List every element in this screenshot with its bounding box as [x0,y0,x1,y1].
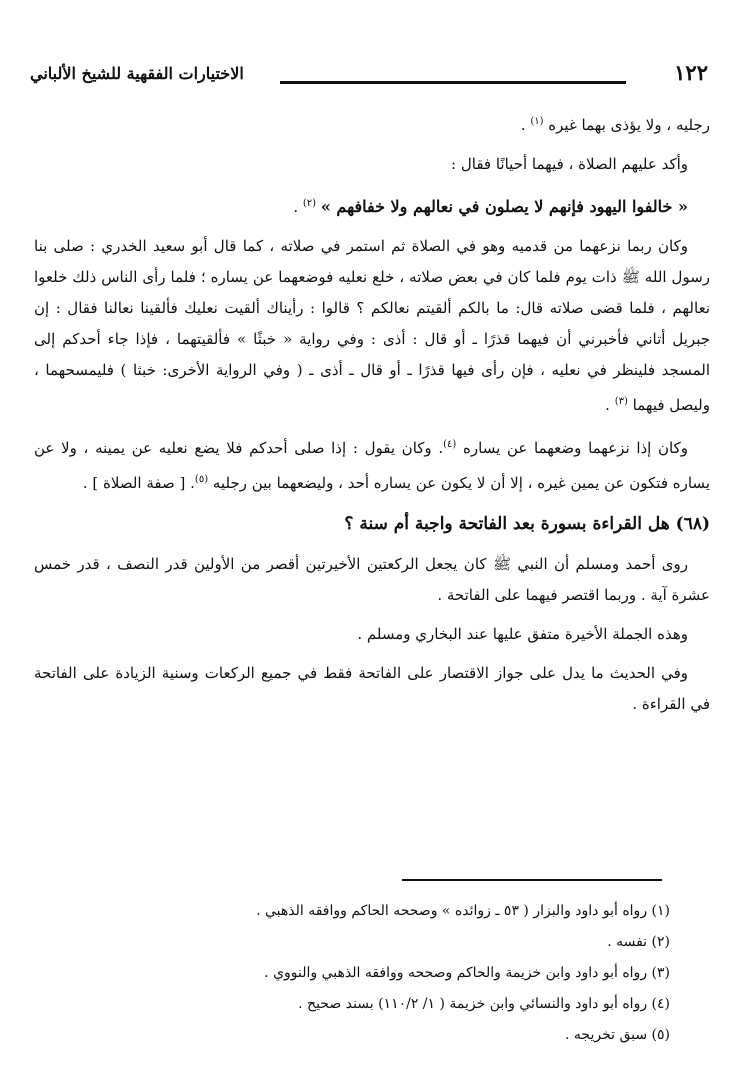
footnote-2: (٢) نفسه . [607,934,670,950]
footnotes [40,896,670,1051]
paragraph-8: وفي الحديث ما يدل على جواز الاقتصار على الفاتحة فقط في جميع الركعات وسنية الزيادة على الفاتحة في القراءة . [34,664,710,713]
page-number: ١٢٢ [674,60,708,85]
paragraph-5: وكان إذا نزعهما وضعهما عن يساره $^{(٤)}$. وكان يقول : إذا صلى أحدكم فلا يضع نعليه عن يمينه ، ولا عن يساره فتكون عن يمين غيره ، إلا أن لا يكون عن يساره أحد ، وليضعهما بين رجليه $^{(٥)}$. [ صفة الصلاة ] . [34,439,710,492]
footnote-5: (٥) سبق تخريجه . [565,1027,670,1043]
paragraph-2: وأكد عليهم الصلاة ، فيهما أحيانًا فقال : [451,155,688,173]
footnote-1: (١) رواه أبو داود والبزار ( ٥٣ ـ زوائده » وصححه الحاكم ووافقه الذهبي . [256,903,670,919]
paragraph-4: وكان ربما نزعهما من قدميه وهو في الصلاة ثم استمر في صلاته ، كما قال أبو سعيد الخدري : صلى بنا رسول الله ﷺ ذات يوم فلما كان في بعض صلاته ، خلع نعليه فوضعهما عن يساره ؛ فلما رأى الناس ذلك خلعوا نعالهم ، فلما قضى صلاته قال: ما بالكم ألقيتم نعالكم ؟ قالوا : رأيناك ألقيت نعليك فألقينا نعالنا فقال : إن جبريل أتاني فأخبرني أن فيهما قذرًا ـ أو قال : أذى : وفي رواية « خبثًا » فألقيتهما ، فإذا جاء أحدكم إلى المسجد فلينظر في نعليه ، فإن رأى فيها قذرًا ـ أو قال ـ أذى ـ ( وفي الرواية الأخرى: خبثا ) فليمسحهما ، وليصل فيهما $^{(٣)}$ . [34,237,710,414]
page-header [30,58,712,94]
footnote-3: (٣) رواه أبو داود وابن خزيمة والحاكم وصححه ووافقه الذهبي والنووي . [264,965,670,981]
main-text [34,106,710,728]
footnote-4: (٤) رواه أبو داود والنسائي وابن خزيمة ( ١/ ١١٠/٢) بسند صحيح . [298,996,670,1012]
footnote-ref-3: (٣) [614,396,628,407]
header-rule [280,81,626,84]
footnote-rule [402,879,662,881]
footnote-ref-1: (١) [530,116,544,127]
footnote-ref-2: (٢) [302,198,317,209]
paragraph-1: رجليه ، ولا يؤذى بهما غيره $^{(١)}$ . [520,116,710,134]
footnote-ref-5: (٥) [194,474,209,485]
footnote-ref-4: (٤) [443,439,457,450]
paragraph-6: روى أحمد ومسلم أن النبي ﷺ كان يجعل الركعتين الأخيرتين أقصر من الأولين قدر النصف ، قدر خمس عشرة آية . وربما اقتصر فيهما على الفاتحة . [34,555,710,604]
paragraph-7: وهذه الجملة الأخيرة متفق عليها عند البخاري ومسلم . [357,625,688,643]
section-heading: (٦٨) هل القراءة بسورة بعد الفاتحة واجبة أم سنة ؟ [344,514,710,534]
running-title: الاختيارات الفقهية للشيخ الألباني [30,64,244,83]
hadith-quote: « خالفوا اليهود فإنهم لا يصلون في نعالهم ولا خفافهم » $^{(٢)}$ . [293,197,688,216]
